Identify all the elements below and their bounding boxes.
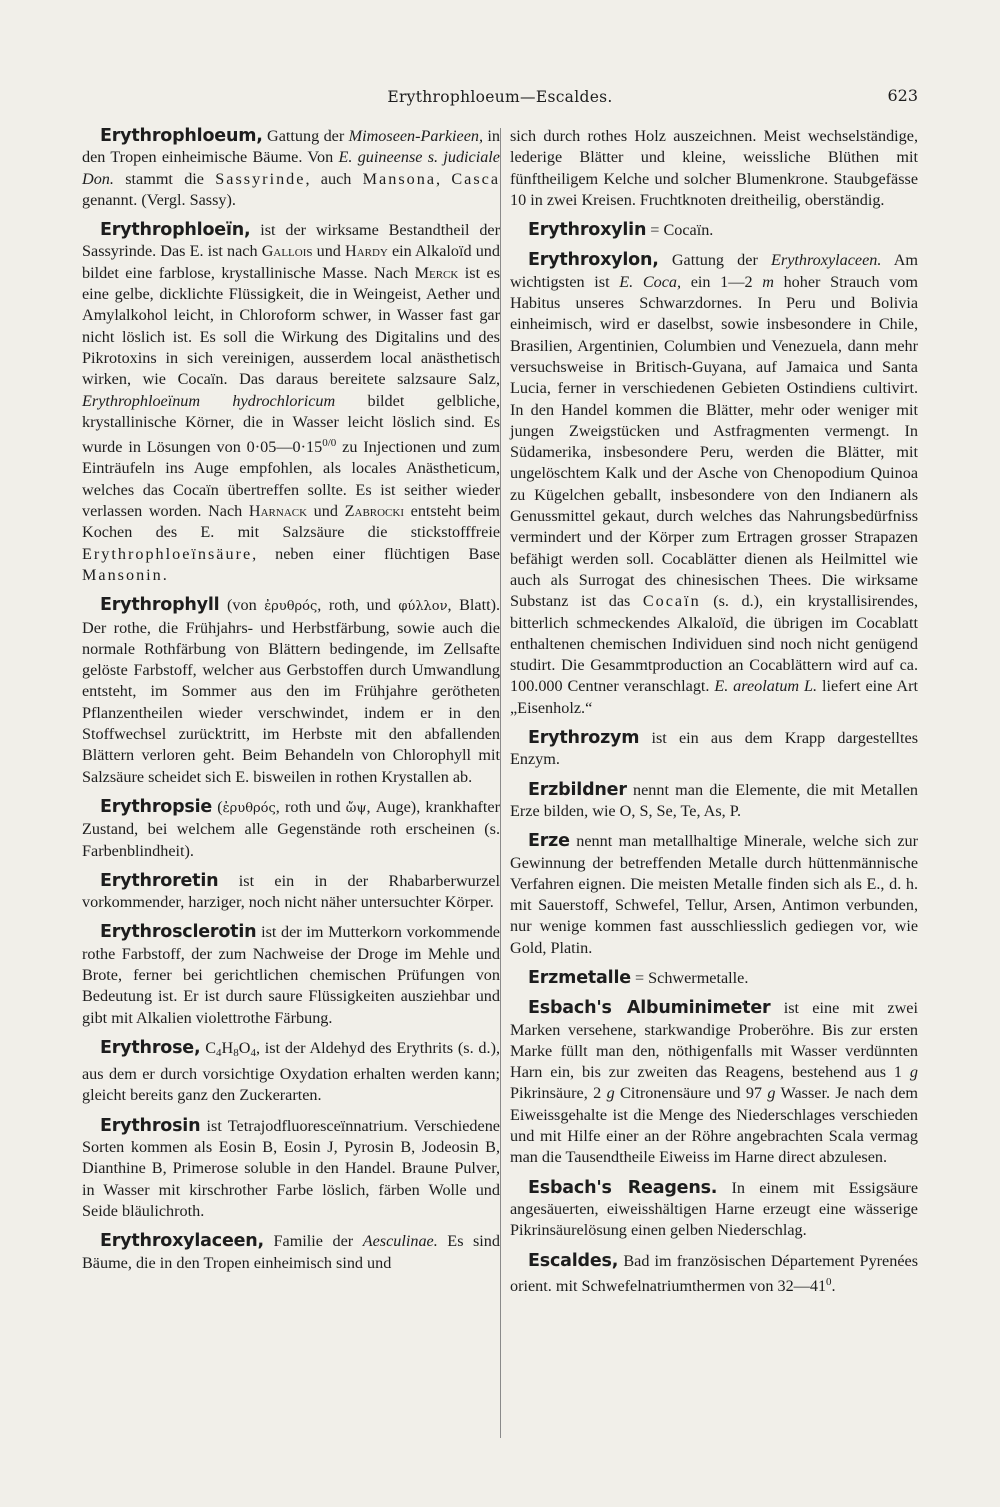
entry-headword: Erythroxylon, — [528, 250, 659, 271]
entry-erythroretin: Erythroretin ist ein in der Rhabarberwurzel vorkommender, harziger, noch nicht näher untersuchter Körper. — [82, 870, 500, 912]
entry-erythrosclerotin: Erythrosclerotin ist der im Mutterkorn vorkommende rothe Farbstoff, der zum Nachweise der Droge im Mehle und Brote, ferner bei gerichtlichen chemischen Prüfungen von Bedeutung ist. Er ist durch saure Flüssigkeiten ausziehbar und gibt mit Alkalien violettrothe Färbung. — [82, 922, 500, 1027]
page-number: 623 — [887, 86, 918, 105]
entry-esbach-reagens: Esbach's Reagens. In einem mit Essigsäure angesäuerten, eiweisshältigen Harne erzeugt eine wässerige Pikrinsäurelösung einen gelben Niederschlag. — [510, 1177, 919, 1240]
entry-erythroxylon: Erythroxylon, Gattung der Erythroxylaceen. Am wichtigsten ist E. Coca, ein 1—2 m hoher Strauch vom Habitus unseres Schwarzdornes. In Peru und Bolivia einheimisch, wird er daselbst, sowie insbesondere in Chile, Brasilien, Argentinien, Columbien und Venezuela, dann mehr versuchsweise in Britisch-Guyana, auf Jamaica und Santa Lucia, ferner in verschiedenen Gebieten Ostindiens cultivirt. In den Handel kommen die Blätter, mehr oder weniger mit jungen Zweigstücken und Astfragmenten vermengt. In Südamerika, insbesondere Peru, werden die Blätter, mit ungelöschtem Kalk und der Asche von Chenopodium Quinoa zu Kügelchen geballt, insbesondere von den Indianern als Genussmittel gekaut, durch welches das Nahrungsbedürfniss vermindert und der Körper zum Ertragen grosser Strapazen befähigt werden soll. Cocablätter dienen als Heilmittel wie auch als Surrogat des chinesischen Thees. Die wirksame Substanz ist das Cocaïn (s. d.), ein krystallisirendes, bitterlich schmeckendes Alkaloïd, die übrigen im Cocablatt enthaltenen chemischen Individuen sind noch nicht genügend studirt. Die Gesammtproduction an Cocablättern wird auf ca. 100.000 Centner veranschlagt. E. areolatum L. liefert eine Art „Eisenholz.“ — [510, 250, 918, 717]
entry-headword: Erzmetalle — [528, 967, 631, 988]
entry-erze: Erze nennt man metallhaltige Minerale, welche sich zur Gewinnung der betreffenden Metalle durch hüttenmännische Verfahren eignen. Die meisten Metalle finden sich als E., d. h. mit Sauerstoff, Schwefel, Tellur, Arsen, Antimon verbunden, nur wenige kommen fast ausschliesslich gediegen vor, wie Gold, Platin. — [510, 831, 918, 957]
column-rule — [500, 128, 501, 1438]
entry-erythrophyll: Erythrophyll (von ἐρυθρός, roth, und φύλλον, Blatt). Der rothe, die Frühjahrs- und Herbstfärbung, sowie auch die normale Rothfärbung von Blättern bedingende, im Zellsafte gelöste Farbstoff, welcher aus Gerbstoffen durch Umwandlung entsteht, im Sommer aus den im Frühjahre gerötheten Pflanzentheilen wieder verschwindet, indem er in den Stoffwechsel zurücktritt, im Herbste mit den abfallenden Blättern verloren geht. Beim Behandeln von Chlorophyll mit Salzsäure scheidet sich E. bisweilen in rothen Krystallen ab. — [82, 595, 501, 786]
entry-headword: Erythroretin — [100, 870, 219, 891]
entry-headword: Erythrosin — [100, 1115, 201, 1136]
entry-headword: Erzbildner — [528, 779, 627, 800]
entry-headword: Escaldes, — [528, 1250, 619, 1271]
entry-erythrophloein: Erythrophloeïn, ist der wirksame Bestandtheil der Sassyrinde. Das E. ist nach Gallois und Hardy ein Alkaloïd und bildet eine farblose, krystallinische Masse. Nach Merck ist es eine gelbe, dicklichte Flüssigkeit, die in Weingeist, Aether und Amylalkohol leicht, in Chloroform schwer, in Wasser fast gar nicht löslich ist. Es soll die Wirkung des Digitalins und des Pikrotoxins in sich vereinigen, ausserdem local anästhetisch wirken, wie Cocaïn. Das daraus bereitete salzsaure Salz, Erythrophloeïnum hydrochloricum bildet gelbliche, krystallinische Körner, die in Wasser leicht löslich sind. Es wurde in Lösungen von $0\cdot 05—0\cdot 15^{0/0}$ zu Injectionen und zum Einträufeln ins Auge empfohlen, als locales Anästheticum, welches das Cocaïn übertreffen sollte. Es ist seither wieder verlassen worden. Nach Harnack und Zabrocki entsteht beim Kochen des E. mit Salzsäure die stickstofffreie Erythrophloeïnsäure, neben einer flüchtigen Base Mansonin. — [82, 220, 501, 584]
entry-erzmetalle: Erzmetalle = Schwermetalle. — [528, 967, 749, 988]
entry-headword: Erythroxylin — [528, 220, 647, 241]
entry-headword: Erythrophyll — [100, 595, 220, 616]
entry-headword: Esbach's Reagens. — [528, 1177, 718, 1198]
entry-erythrophloeum: Erythrophloeum, Gattung der Mimoseen-Parkieen, in den Tropen einheimische Bäume. Von E. guineense s. judiciale Don. stammt die Sassyrinde, auch Mansona, Casca genannt. (Vergl. Sassy). — [82, 126, 501, 209]
entry-erythrose: Erythrose, $C_4H_8O_4$, ist der Aldehyd des Erythrits (s. d.), aus dem er durch vorsichtige Oxydation erhalten werden kann; gleicht bereits ganz den Zuckerarten. — [82, 1037, 501, 1105]
entry-erythrosin: Erythrosin ist Tetrajodfluoresceïnnatrium. Verschiedene Sorten kommen als Eosin B, Eosin J, Pyrosin B, Jodeosin B, Dianthine B, Primerose soluble in den Handel. Braune Pulver, in Wasser mit kirschrother Farbe löslich, färben Wolle und Seide bläulichroth. — [82, 1115, 500, 1220]
entry-erythroxylaceen: Erythroxylaceen, Familie der Aesculinae. Es sind Bäume, die in den Tropen einheimisch sind und — [82, 1231, 500, 1272]
entry-continuation: sich durch rothes Holz auszeichnen. Meist wechselständige, lederige Blätter und kleine, weissliche Blüthen mit fünftheiligem Kelche und solcher Blumenkrone. Staubgefässe 10 in zwei Kreisen. Fruchtknoten dreitheilig, oberständig. — [510, 127, 918, 209]
entry-headword: Erythroxylaceen, — [100, 1231, 264, 1252]
entry-headword: Erythrose, — [100, 1037, 201, 1058]
entry-erythroxylin: Erythroxylin = Cocaïn. — [528, 220, 714, 241]
entry-escaldes: Escaldes, Bad im französischen Département Pyrenées orient. mit Schwefelnatriumthermen von $32—41^0$. — [510, 1250, 918, 1295]
entry-headword: Erythrosclerotin — [100, 922, 257, 943]
running-head: Erythrophloeum—Escaldes. — [387, 88, 613, 106]
left-column — [82, 126, 500, 1283]
entry-erythropsie: Erythropsie (ἐρυθρός, roth und ὤψ, Auge), krankhafter Zustand, bei welchem alle Gegenstände roth erscheinen (s. Farbenblindheit). — [82, 796, 501, 860]
entry-headword: Erythrozym — [528, 728, 640, 749]
entry-headword: Erythrophloeïn, — [100, 220, 251, 241]
entry-headword: Erze — [528, 831, 570, 852]
entry-erythrozym: Erythrozym ist ein aus dem Krapp dargestelltes Enzym. — [510, 728, 918, 769]
entry-erzbildner: Erzbildner nennt man die Elemente, die mit Metallen Erze bilden, wie O, S, Se, Te, As, P. — [510, 779, 918, 820]
right-column — [510, 126, 918, 1306]
entry-esbach-albuminimeter: Esbach's Albuminimeter ist eine mit zwei Marken versehene, starkwandige Proberöhre. Bis zur ersten Marke füllt man den, nöthigenfalls mit Wasser verdünnten Harn ein, bis zur zweiten das Reagens, bestehend aus 1 g Pikrinsäure, 2 g Citronensäure und 97 g Wasser. Je nach dem Eiweissgehalte ist die Menge des Niederschlages verschieden und mit Hilfe einer an der Röhre angebrachten Scala vermag man die Tausendtheile Eiweiss im Harne direct abzulesen. — [510, 998, 918, 1167]
entry-headword: Erythropsie — [100, 796, 213, 817]
entry-headword: Erythrophloeum, — [100, 126, 263, 146]
entry-headword: Esbach's Albuminimeter — [528, 998, 771, 1019]
